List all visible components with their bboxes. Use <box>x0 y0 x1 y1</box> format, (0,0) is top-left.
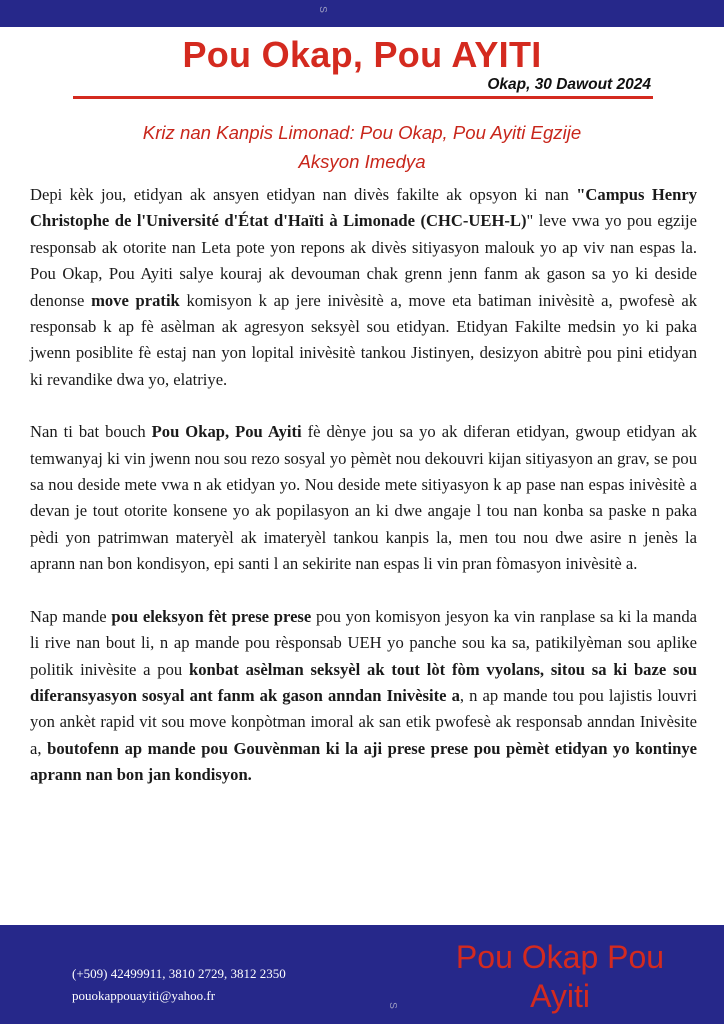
subtitle <box>0 118 724 176</box>
p3-text-3: , n ap mande tou pou lajistis louvri yon ankèt rapid vit sou move konpòtman imoral ak san etik pwofesè ak responsab anndan Inivèsite a, <box>30 685 697 758</box>
p2-bold-1: Pou Okap, Pou Ayiti <box>151 422 302 442</box>
p3-text-1: Nap mande <box>30 606 112 626</box>
p3-text-2: pou yon komisyon jesyon ka vin ranplase sa ki la manda li rive nan bout li, n ap mande pou rèsponsab UEH yo panche sou ka sa, patikilyèman sou aplike politik inivèsite a pou <box>30 606 697 679</box>
top-band <box>0 0 724 27</box>
article-body <box>30 182 697 815</box>
p1-text-2: " leve vwa yo pou egzije responsab ak otorite nan Leta pote yon repons ak divès sitiyasyon malouk yo ap viv nan espas la. Pou Okap, Pou Ayiti salye kouraj ak devouman chak grenn jenn fanm ak gason sa yo ki deside denonse <box>30 211 697 310</box>
paragraph-3 <box>30 604 697 789</box>
title-divider <box>73 96 653 99</box>
p3-bold-2: konbat asèlman seksyèl ak tout lòt fòm vyolans, sitou sa ki baze sou diferansyasyon sosyal ant fanm ak gason anndan Inivèsite a <box>30 659 697 705</box>
subtitle-line-1: Kriz nan Kanpis Limonad: Pou Okap, Pou Ayiti Egzije <box>142 122 582 143</box>
p3-bold-1: pou eleksyon fèt prese prese <box>111 606 312 626</box>
p3-bold-3: boutofenn ap mande pou Gouvènman ki la aji prese prese pou pèmèt etidyan yo kontinye aprann nan bon jan kondisyon. <box>30 738 697 785</box>
p2-text-1: Nan ti bat bouch <box>30 422 152 442</box>
p1-text-3: komisyon k ap jere inivèsitè a, move eta batiman inivèsitè a, pwofesè ak responsab k ap fè asèlman ak agresyon seksyèl sou etidyan. Etidyan Fakilte medsin yo ki paka jwenn posiblite fè estaj nan yon lopital inivèsitè tankou Jistinyen, desizyon abitrè pou pini etidyan ki revandike dwa yo, elatriye. <box>30 290 697 389</box>
footer-brand-line-2: Ayiti <box>530 978 590 1014</box>
bottom-marker: S <box>386 1002 398 1009</box>
footer-email[interactable]: pouokappouayiti@yahoo.fr <box>72 988 216 1003</box>
footer-brand <box>420 938 700 1016</box>
footer-phones: (+509) 42499911, 3810 2729, 3812 2350 <box>72 966 286 981</box>
top-marker: S <box>316 6 328 13</box>
footer-contact <box>72 963 286 1007</box>
date-line: Okap, 30 Dawout 2024 <box>487 76 651 93</box>
p1-bold-1: "Campus Henry Christophe de l'Université d'État d'Haïti à Limonade (CHC-UEH-L) <box>30 185 697 231</box>
p1-text-1: Depi kèk jou, etidyan ak ansyen etidyan nan divès fakilte ak opsyon ki nan <box>30 185 577 204</box>
footer-brand-line-1: Pou Okap Pou <box>455 939 665 975</box>
p1-bold-2: move pratik <box>91 290 180 310</box>
p2-text-2: fè dènye jou sa yo ak diferan etidyan, gwoup etidyan ak temwanyaj ki vin jwenn nou sou rezo sosyal yo pèmèt nou dekouvri kijan sitiyasyon an grav, se pou sa nou deside mete vwa n ak etidyan yo. Nou deside mete sitiyasyon k ap pase nan espas inivèsitè a devan je tout otorite konsene yo ak popilasyon an ki dwe angaje l tou nan konba sa paske n paka pèdi yon patrimwan materyèl ak imateryèl tankou kanpis la, men tou nou dwe asire n jenès la aprann nan bon kondisyon, epi santi l an sekirite nan espas li vin pran fòmasyon inivèsitè a. <box>30 422 697 574</box>
page-title: Pou Okap, Pou AYITI <box>182 34 542 75</box>
paragraph-1 <box>30 182 697 393</box>
paragraph-2 <box>30 419 697 577</box>
subtitle-line-2: Aksyon Imedya <box>298 151 426 172</box>
